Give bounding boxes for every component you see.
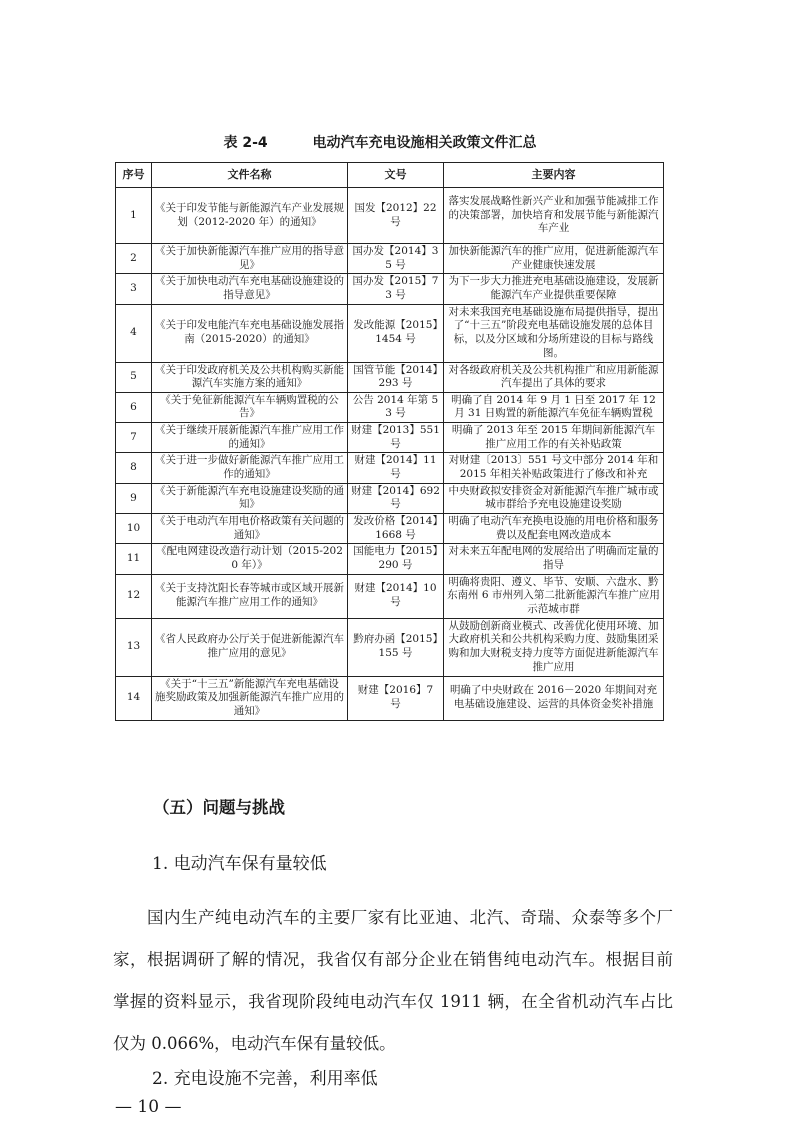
cell-document-name: 《关于继续开展新能源汽车推广应用工作的通知》 (152, 423, 348, 453)
table-row (116, 392, 664, 422)
table-caption-number: 表 2-4 (223, 135, 268, 151)
cell-main-content: 对未来五年配电网的发展给出了明确而定量的指导 (444, 544, 664, 574)
header-serial: 序号 (116, 163, 152, 188)
table-body (116, 188, 664, 721)
cell-document-number: 国能电力【2015】290 号 (348, 544, 444, 574)
header-main-content: 主要内容 (444, 163, 664, 188)
cell-document-name: 《关于支持沈阳长春等城市或区域开展新能源汽车推广应用工作的通知》 (152, 574, 348, 618)
cell-document-number: 国办发【2015】73 号 (348, 274, 444, 304)
cell-document-number: 财建【2014】10 号 (348, 574, 444, 618)
table-row (116, 618, 664, 676)
cell-serial: 4 (116, 304, 152, 362)
cell-document-number: 财建【2016】7 号 (348, 676, 444, 720)
cell-document-number: 公告 2014 年第 53 号 (348, 392, 444, 422)
table-caption-title: 电动汽车充电设施相关政策文件汇总 (312, 135, 537, 151)
cell-document-number: 发改价格【2014】1668 号 (348, 513, 444, 543)
cell-main-content: 中央财政拟安排资金对新能源汽车推广城市或城市群给予充电设施建设奖励 (444, 483, 664, 513)
table-row (116, 304, 664, 362)
cell-serial: 14 (116, 676, 152, 720)
cell-document-number: 国办发【2014】35 号 (348, 244, 444, 274)
page-number: — 10 — (115, 1097, 182, 1117)
cell-serial: 2 (116, 244, 152, 274)
cell-main-content: 明确了自 2014 年 9 月 1 日至 2017 年 12 月 31 日购置的新能源汽车免征车辆购置税 (444, 392, 664, 422)
cell-document-name: 《关于加快新能源汽车推广应用的指导意见》 (152, 244, 348, 274)
cell-document-name: 《关于加快电动汽车充电基础设施建设的指导意见》 (152, 274, 348, 304)
table-row (116, 453, 664, 483)
cell-document-name: 《省人民政府办公厅关于促进新能源汽车推广应用的意见》 (152, 618, 348, 676)
cell-document-number: 国管节能【2014】293 号 (348, 362, 444, 392)
cell-document-number: 财建【2013】551 号 (348, 423, 444, 453)
table-row (116, 423, 664, 453)
table-row (116, 513, 664, 543)
table-row (116, 274, 664, 304)
cell-document-name: 《配电网建设改造行动计划（2015-2020 年）》 (152, 544, 348, 574)
cell-main-content: 明确了 2013 年至 2015 年期间新能源汽车推广应用工作的有关补贴政策 (444, 423, 664, 453)
cell-serial: 8 (116, 453, 152, 483)
cell-document-name: 《关于印发电能汽车充电基础设施发展指南（2015-2020）的通知》 (152, 304, 348, 362)
subsection-heading-2: 2. 充电设施不完善，利用率低 (152, 1069, 378, 1089)
cell-document-number: 国发【2012】22 号 (348, 188, 444, 244)
cell-serial: 9 (116, 483, 152, 513)
cell-main-content: 为下一步大力推进充电基础设施建设，发展新能源汽车产业提供重要保障 (444, 274, 664, 304)
table-row (116, 188, 664, 244)
cell-main-content: 明确了电动汽车充换电设施的用电价格和服务费以及配套电网改造成本 (444, 513, 664, 543)
table-row (116, 676, 664, 720)
cell-document-name: 《关于进一步做好新能源汽车推广应用工作的通知》 (152, 453, 348, 483)
cell-document-number: 财建【2014】11 号 (348, 453, 444, 483)
cell-main-content: 加快新能源汽车的推广应用，促进新能源汽车产业健康快速发展 (444, 244, 664, 274)
cell-document-name: 《关于新能源汽车充电设施建设奖励的通知》 (152, 483, 348, 513)
cell-document-name: 《关于印发政府机关及公共机构购买新能源汽车实施方案的通知》 (152, 362, 348, 392)
cell-document-name: 《关于免征新能源汽车车辆购置税的公告》 (152, 392, 348, 422)
table-row (116, 574, 664, 618)
cell-document-name: 《关于“十三五”新能源汽车充电基础设施奖励政策及加强新能源汽车推广应用的通知》 (152, 676, 348, 720)
cell-document-number: 黔府办函【2015】155 号 (348, 618, 444, 676)
cell-main-content: 明确将贵阳、遵义、毕节、安顺、六盘水、黔东南州 6 市州列入第二批新能源汽车推广应用示范城市群 (444, 574, 664, 618)
cell-main-content: 明确了中央财政在 2016－2020 年期间对充电基础设施建设、运营的具体资金奖补措施 (444, 676, 664, 720)
cell-document-number: 财建【2014】692 号 (348, 483, 444, 513)
table-caption (100, 132, 660, 152)
cell-document-name: 《关于印发节能与新能源汽车产业发展规划（2012-2020 年）的通知》 (152, 188, 348, 244)
cell-serial: 5 (116, 362, 152, 392)
cell-main-content: 落实发展战略性新兴产业和加强节能减排工作的决策部署，加快培育和发展节能与新能源汽车产业 (444, 188, 664, 244)
header-document-name: 文件名称 (152, 163, 348, 188)
paragraph-1: 国内生产纯电动汽车的主要厂家有比亚迪、北汽、奇瑞、众泰等多个厂家，根据调研了解的情况，我省仅有部分企业在销售纯电动汽车。根据目前掌握的资料显示，我省现阶段纯电动汽车仅 1911 辆，在全省机动汽车占比仅为 0.066%，电动汽车保有量较低。 (113, 908, 673, 1053)
cell-main-content: 对各级政府机关及公共机构推广和应用新能源汽车提出了具体的要求 (444, 362, 664, 392)
cell-serial: 1 (116, 188, 152, 244)
policy-documents-table (115, 162, 664, 721)
cell-main-content: 对未来我国充电基础设施布局提供指导，提出了“十三五”阶段充电基础设施发展的总体目标，以及分区域和分场所建设的目标与路线图。 (444, 304, 664, 362)
subsection-heading-1: 1. 电动汽车保有量较低 (152, 854, 327, 874)
table-row (116, 244, 664, 274)
table-row (116, 544, 664, 574)
cell-main-content: 对财建〔2013〕551 号文中部分 2014 年和 2015 年相关补贴政策进行了修改和补充 (444, 453, 664, 483)
cell-serial: 6 (116, 392, 152, 422)
cell-serial: 3 (116, 274, 152, 304)
header-document-number: 文号 (348, 163, 444, 188)
cell-document-name: 《关于电动汽车用电价格政策有关问题的通知》 (152, 513, 348, 543)
table-header-row (116, 163, 664, 188)
cell-serial: 12 (116, 574, 152, 618)
cell-document-number: 发改能源【2015】1454 号 (348, 304, 444, 362)
cell-serial: 11 (116, 544, 152, 574)
cell-serial: 7 (116, 423, 152, 453)
table-row (116, 362, 664, 392)
table-row (116, 483, 664, 513)
section-heading: （五）问题与挑战 (153, 798, 285, 817)
cell-main-content: 从鼓励创新商业模式、改善优化使用环境、加大政府机关和公共机构采购力度、鼓励集团采购和加大财税支持力度等方面促进新能源汽车推广应用 (444, 618, 664, 676)
cell-serial: 13 (116, 618, 152, 676)
cell-serial: 10 (116, 513, 152, 543)
